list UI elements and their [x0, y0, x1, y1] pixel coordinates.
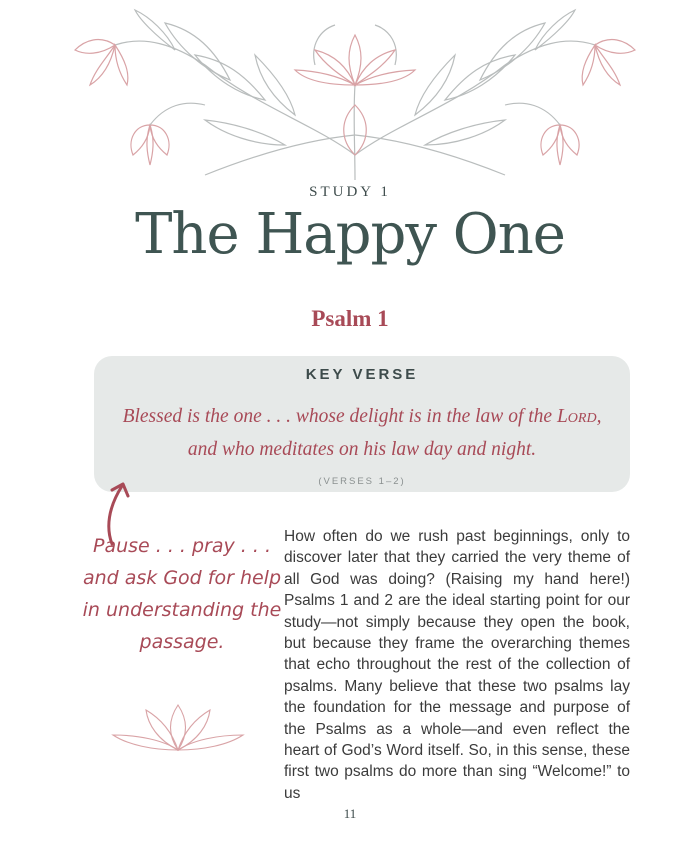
key-verse-line1-end: , [596, 406, 602, 427]
study-label: STUDY 1 [309, 184, 391, 200]
key-verse-line2: and who meditates on his law day and night. [187, 439, 537, 460]
key-verse-text [114, 400, 610, 466]
psalm-reference: Psalm 1 [311, 306, 389, 331]
key-verse-heading: KEY VERSE [305, 366, 419, 383]
pause-note: Pause . . . pray . . . and ask God for help in understanding the passage. [82, 535, 282, 653]
body-paragraph: How often do we rush past beginnings, only to discover later that they carried the very theme of all God was doing? (Raising my hand here!) Psalms 1 and 2 are the ideal starting point for our study—not simply because they open the book, but because they frame the overarching themes that echo throughout the rest of the collection of psalms. Many believe that these two psalms lay the foundation for the message and purpose of the Psalms as a whole—and even reflect the heart of God’s Word itself. So, in this sense, these first two psalms do more than sing “Welcome!” to us [284, 528, 630, 802]
page-title: The Happy One [135, 202, 565, 267]
key-verse-reference: (VERSES 1–2) [318, 476, 406, 487]
page-number: 11 [343, 806, 357, 821]
floral-ornament-top [55, 5, 655, 185]
small-floral-ornament [108, 695, 248, 755]
key-verse-box [94, 356, 630, 492]
key-verse-line1-start: Blessed is the one . . . whose delight is in the law of the [122, 406, 557, 427]
key-verse-lord: Lord [556, 406, 597, 427]
